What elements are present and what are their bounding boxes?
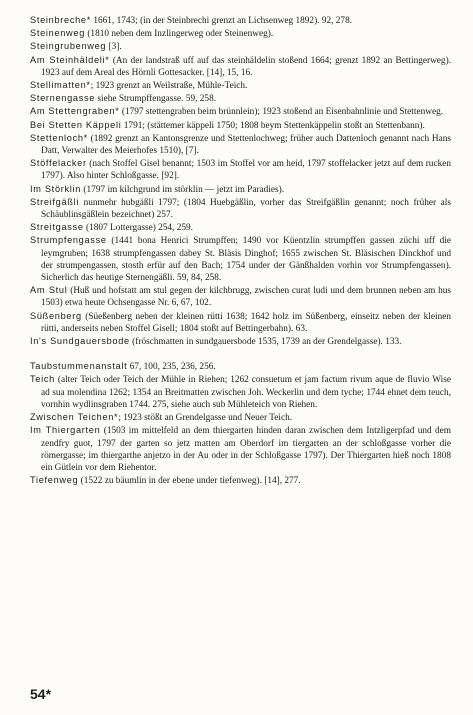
entry — [30, 54, 451, 79]
entry — [30, 40, 451, 53]
entry-headword: Steinenweg — [30, 28, 86, 39]
entry-text: (Süeßenberg neben der kleinen rütti 1638; 1642 holz im Süßenberg, einseitz neben der kleinen rütti, anderseits neben Stoffel Gisell; 1804 stoßt auf Bettingerbahn). 63. — [41, 311, 451, 334]
entry-headword: Bei Stetten Käppeli — [30, 119, 122, 130]
entry-text: 67, 100, 235, 236, 256. — [127, 362, 216, 373]
entry-headword: Taubstummenanstalt — [30, 361, 128, 372]
entry-text: [3]. — [106, 42, 122, 53]
entry — [30, 14, 451, 27]
entry-text: (1797 stettengraben beim brünnlein); 1923 stoßend an Eisenbahnlinie und Stettenweg. — [119, 107, 444, 118]
entry-headword: Streitgasse — [30, 222, 84, 233]
section-gap — [30, 348, 451, 360]
entry-text: (Huß und hofstatt am stul gegen der kilchbrugg, zwischen curat ludi und dem brunnen neben am hus 1503) etwa heute Ochsengasse Nr. 6, 67, 102. — [41, 286, 451, 309]
entry — [30, 119, 451, 132]
entry-text: (An der landstraß uff auf das steinhäldelin stoßend 1664; grenzt 1892 an Bettingerweg). 1923 auf dem Areal des Hörnli Gottesacker. [14], 15, 16. — [41, 55, 451, 78]
entry-headword: Im Störklin — [30, 183, 82, 194]
entry — [30, 310, 451, 335]
entry-text: (1810 neben dem Inzlingerweg oder Steinenweg). — [85, 29, 274, 40]
entry-text: (1892 grenzt an Kantonsgrenze und Stettenlochweg; früher auch Dattenloch genannt nach Hans Datt, Verwalter des Meierhofes 1510), [7]. — [41, 133, 451, 157]
entry-headword: Im Thiergarten — [30, 425, 101, 436]
entry-headword: Steingrubenweg — [30, 41, 107, 52]
entry — [30, 424, 451, 474]
entry — [30, 474, 451, 487]
entry-text: ; 1923 stößt an Grendelgasse und Neuer Teich. — [118, 413, 293, 424]
entry-text: (1797 im kilchgrund im störklin — jetzt im Paradies). — [81, 184, 285, 195]
entry — [30, 157, 451, 182]
entry-headword: Zwischen Teichen* — [30, 412, 119, 423]
entry-text: siehe Strumpffengasse. 59, 258. — [95, 94, 217, 105]
entry — [30, 79, 451, 92]
entry-text: nunmehr hubgäßli 1797; (1804 Huebgäßlin, vorher das Streifgäßlin genannt; noch früher als Schäublinsgäßlein bezeichnet) 257. — [41, 197, 451, 221]
entry — [30, 373, 451, 411]
entry — [30, 105, 451, 118]
entry-text: ; 1923 grenzt an Weilstraße, Mühle-Teich. — [90, 81, 248, 92]
entry — [30, 234, 451, 284]
entry-headword: Am Stul — [30, 285, 68, 296]
entry-headword: Süßenberg — [30, 310, 82, 321]
entry-list-t — [30, 360, 451, 487]
entry-headword: Strumpfengasse — [30, 235, 107, 246]
entry-headword: Stettenloch* — [30, 132, 88, 143]
entry — [30, 221, 451, 234]
entry — [30, 183, 451, 196]
entry-text: (fröschmatten in sundgauersbode 1535, 1739 an der Grendelgasse). 133. — [129, 337, 402, 348]
entry-headword: Teich — [30, 374, 55, 385]
entry — [30, 196, 451, 221]
entry-text: 1791; (stättemer käppeli 1750; 1808 beym Stettenkäppelin stoßt an Stettenbann). — [121, 120, 425, 131]
entry — [30, 27, 451, 40]
entry-headword: Steinbreche* — [30, 15, 92, 25]
entry-headword: Stellimatten* — [30, 80, 91, 91]
entry-text: (1441 bona Henrici Strumpffen; 1490 vor Küentzlin strumpffen gassen züchi uff die leymgruben; 1638 strumpfengassen dabey St. Bläsis Dinghof; 1655 zwischen St. Bläsischen Dinckhof und der strumpengassen, stosth erfür auf den Bach; 1754 under der Gänßhalden vorhin vor Strumpfengassen). Sicherlich das heutige Sternengäßli. 59, 84, 258. — [41, 236, 451, 284]
entry — [30, 132, 451, 157]
entry-headword: In's Sundgauersbode — [30, 336, 130, 347]
entry — [30, 284, 451, 309]
entry-text: (1522 zu bäumlin in der ebene under tiefenweg). [14], 277. — [78, 476, 301, 487]
entry-text: (1807 Lottergasse) 254, 259. — [83, 223, 193, 234]
entry-headword: Am Steinhäldeli* — [30, 54, 110, 65]
entry-headword: Sternengasse — [30, 93, 96, 104]
entry-text: 1661, 1743; (in der Steinbrechi grenzt an Lichsenweg 1892). 92, 278. — [91, 16, 353, 26]
entry-headword: Stöffelacker — [30, 158, 87, 169]
entry-text: (alter Teich oder Teich der Mühle in Riehen; 1262 consuetum et jam factum rivum aque de fluvio Wise ad sua molendina 1262; 1354 an Breitmatten zwischen Joh. Weckerlin und dem tyche; 1744 ehnet dem teuch, vornhin wydlinsgraben 1744. 275, siehe auch sub Mühleteich von Riehen. — [41, 375, 451, 410]
entry-headword: Am Stettengraben* — [30, 106, 120, 117]
entry — [30, 335, 451, 348]
entry-text: (nach Stoffel Gisel benannt; 1503 im Stoffel vor am heid, 1797 stoffelacker jetzt auf dem rucken 1797). Also hinter Schloßgasse. [92]. — [41, 159, 451, 182]
entry — [30, 92, 451, 105]
entry-headword: Streifgäßli — [30, 196, 80, 207]
entry-headword: Tiefenweg — [30, 475, 79, 486]
page-number: 54* — [30, 686, 52, 702]
entry — [30, 411, 451, 424]
entry-list-s — [30, 14, 451, 348]
entry — [30, 360, 451, 373]
entry-text: (1503 im mittelfeld an dem thiergarten hinden daran zwischen dem Intzligerpfad und dem zendfry guot, 1797 der garten so jetz matten am Oberdorf im tiergarten an der schloßgasse vorher die römergasse; im thiergarthe anjetzo in der Au oder in der Schloßgasse 1797). Der Thiergarten hieß noch 1808 ein Gütlein vor dem Riehentor. — [41, 426, 452, 473]
